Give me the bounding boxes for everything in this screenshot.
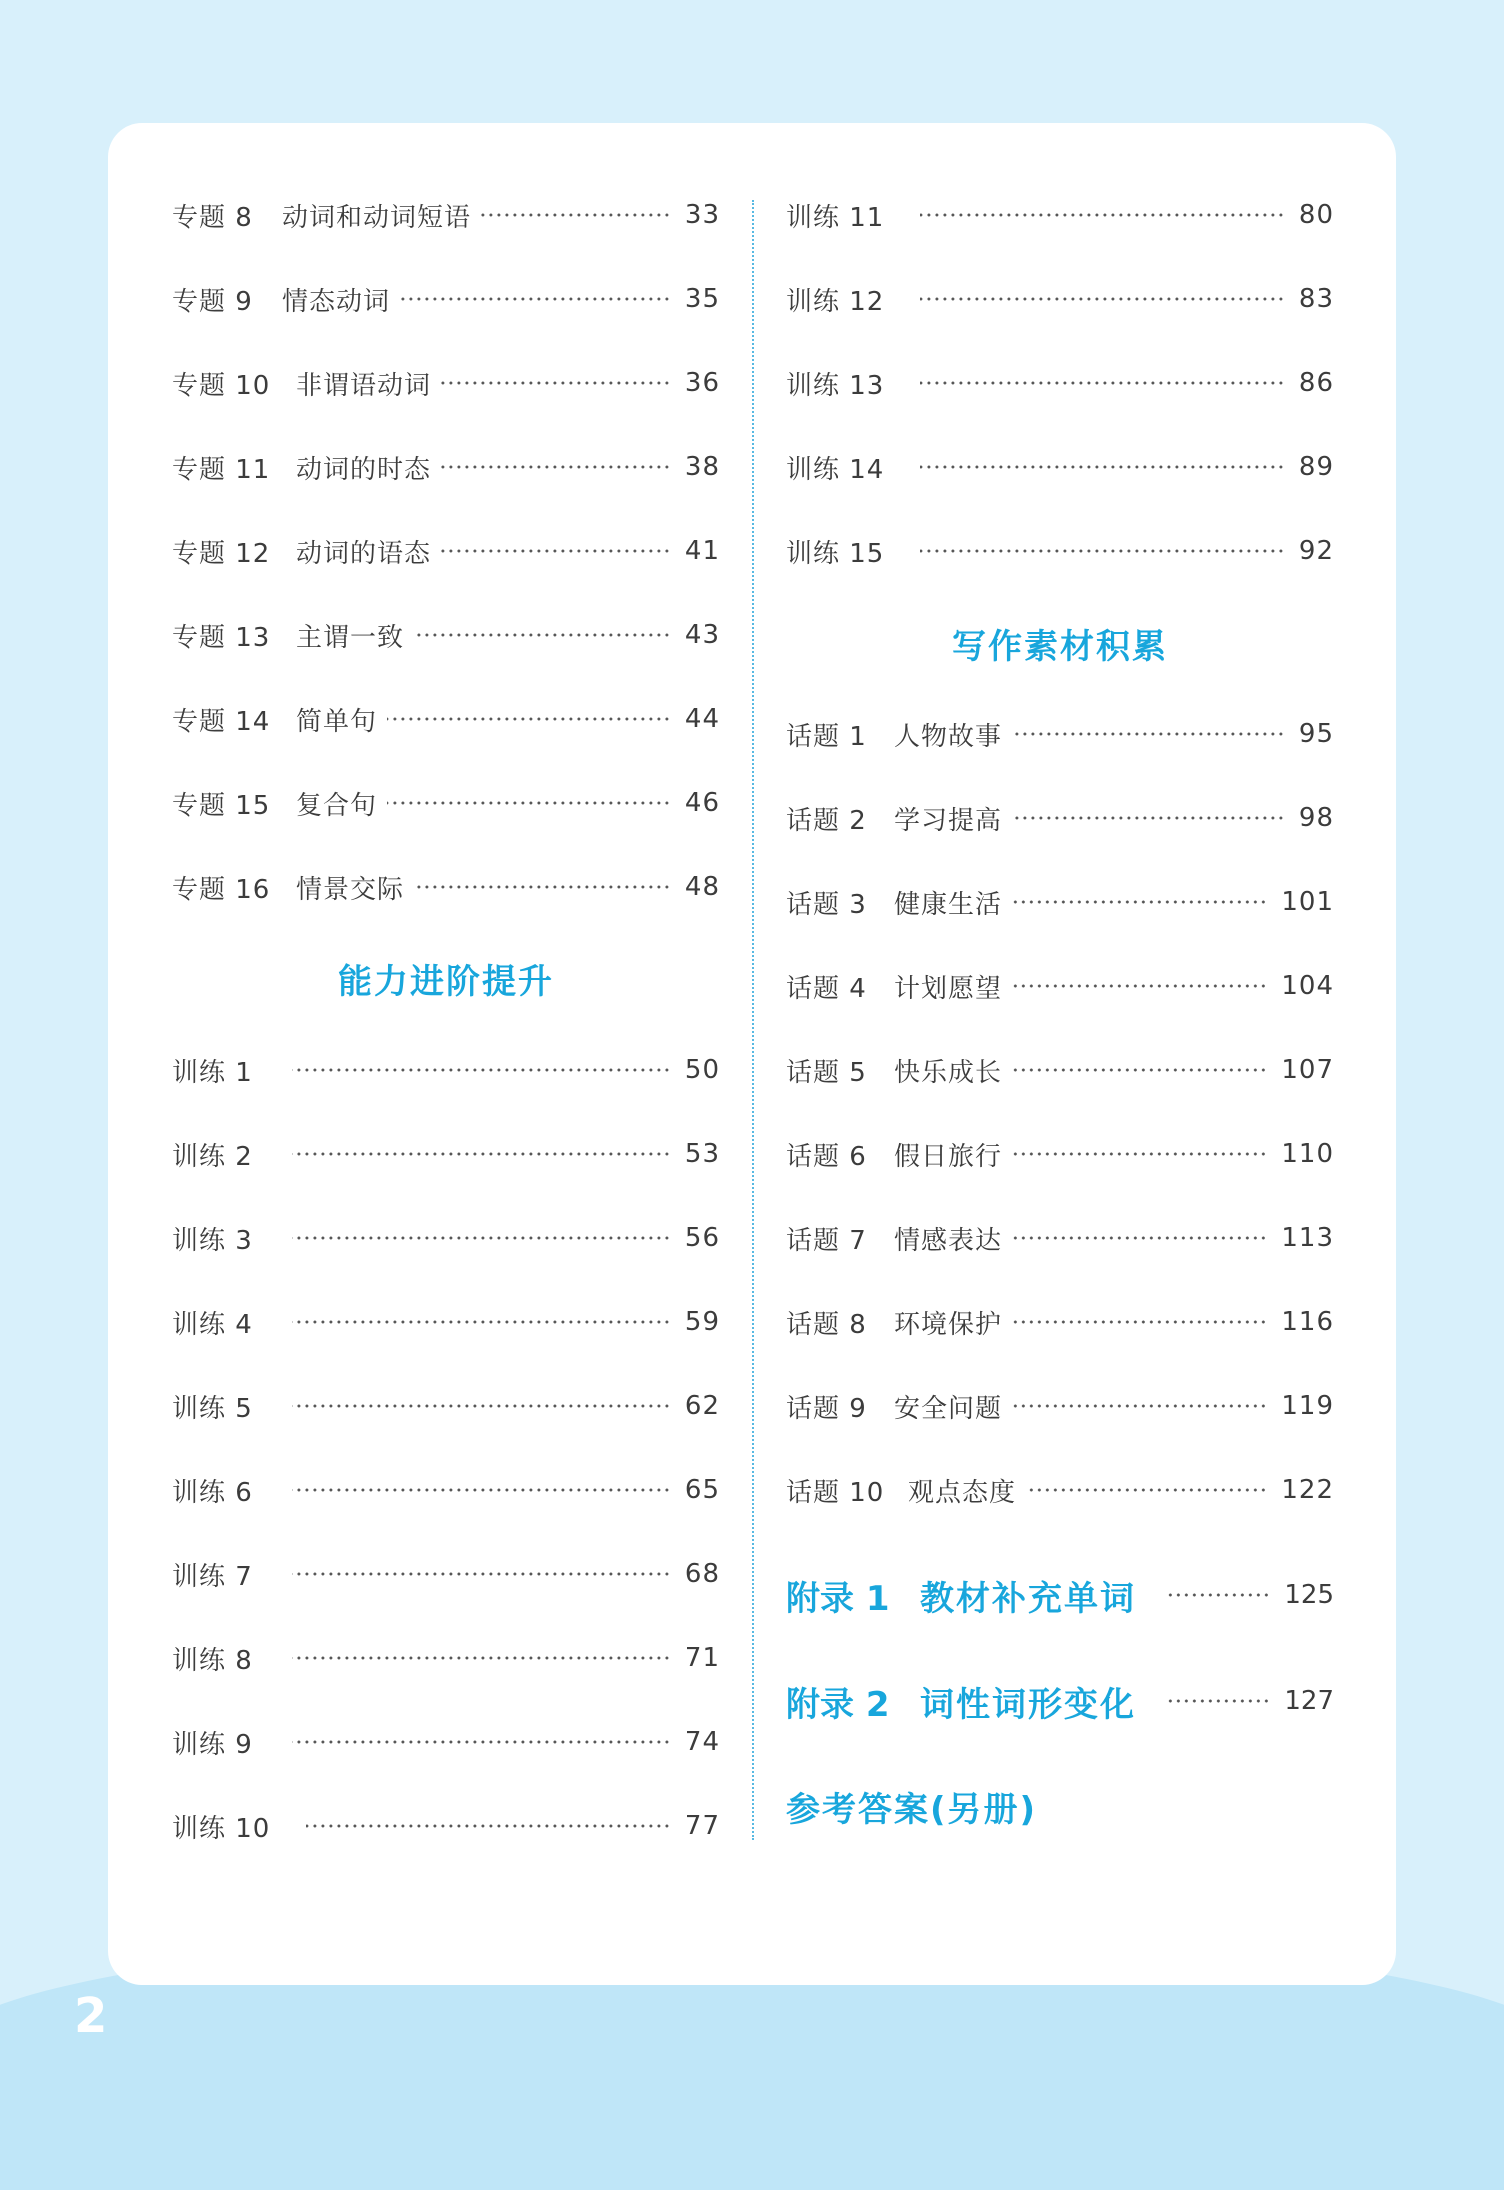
toc-entry[interactable] xyxy=(786,1300,1334,1344)
entry-page: 56 xyxy=(684,1223,720,1253)
leader-dots xyxy=(292,1572,671,1576)
leader-dots xyxy=(414,633,671,637)
entry-page: 116 xyxy=(1281,1307,1334,1337)
entry-page: 48 xyxy=(684,872,720,902)
entry-title: 学习提高 xyxy=(894,805,1003,836)
leader-dots xyxy=(292,1488,671,1492)
entry-title: 观点态度 xyxy=(908,1477,1017,1508)
entry-title: 动词的语态 xyxy=(296,538,432,569)
entry-label: 话题 6 xyxy=(786,1141,867,1172)
entry-label: 训练 9 xyxy=(172,1729,253,1760)
entry-title: 计划愿望 xyxy=(894,973,1003,1004)
entry-page: 36 xyxy=(684,368,720,398)
entry-label: 训练 11 xyxy=(786,202,885,233)
leader-dots xyxy=(292,1236,671,1240)
entry-label: 训练 15 xyxy=(786,538,885,569)
entry-page: 98 xyxy=(1298,803,1334,833)
entry-page: 68 xyxy=(684,1559,720,1589)
entry-page: 71 xyxy=(684,1643,720,1673)
leader-dots xyxy=(1012,984,1267,988)
entry-title: 主谓一致 xyxy=(296,622,405,653)
entry-label: 训练 7 xyxy=(172,1561,253,1592)
entry-label: 专题 14 xyxy=(172,706,271,737)
entry-page: 110 xyxy=(1281,1139,1334,1169)
toc-entry[interactable] xyxy=(172,1300,720,1344)
toc-entry[interactable] xyxy=(172,865,720,909)
entry-label: 专题 8 xyxy=(172,202,253,233)
entry-title: 安全问题 xyxy=(894,1393,1003,1424)
entry-label: 训练 14 xyxy=(786,454,885,485)
leader-dots xyxy=(920,213,1285,217)
toc-entry[interactable] xyxy=(172,529,720,573)
leader-dots xyxy=(292,1068,671,1072)
appendix-title: 教材补充单词 xyxy=(920,1578,1136,1619)
entry-label: 训练 13 xyxy=(786,370,885,401)
leader-dots xyxy=(920,297,1285,301)
entry-page: 44 xyxy=(684,704,720,734)
entry-label: 训练 3 xyxy=(172,1225,253,1256)
section-heading-writing: 写作素材积累 xyxy=(952,627,1168,667)
leader-dots xyxy=(920,549,1285,553)
page-number: 2 xyxy=(74,1988,108,2044)
appendix-entry[interactable] xyxy=(786,1570,1334,1620)
leader-dots xyxy=(441,381,671,385)
leader-dots xyxy=(1012,1404,1267,1408)
toc-entry[interactable] xyxy=(786,796,1334,840)
toc-entry[interactable] xyxy=(172,1552,720,1596)
entry-page: 77 xyxy=(684,1811,720,1841)
entry-page: 43 xyxy=(684,620,720,650)
entry-page: 101 xyxy=(1281,887,1334,917)
entry-page: 80 xyxy=(1298,200,1334,230)
entry-label: 话题 7 xyxy=(786,1225,867,1256)
toc-entry[interactable] xyxy=(786,1132,1334,1176)
leader-dots xyxy=(387,717,671,721)
entry-label: 训练 6 xyxy=(172,1477,253,1508)
entry-page: 59 xyxy=(684,1307,720,1337)
toc-entry[interactable] xyxy=(172,697,720,741)
entry-page: 113 xyxy=(1281,1223,1334,1253)
entry-label: 话题 1 xyxy=(786,721,867,752)
appendix-page: 125 xyxy=(1284,1580,1334,1610)
entry-title: 情景交际 xyxy=(296,874,405,905)
entry-page: 50 xyxy=(684,1055,720,1085)
entry-page: 62 xyxy=(684,1391,720,1421)
leader-dots xyxy=(292,1404,671,1408)
toc-entry[interactable] xyxy=(786,880,1334,924)
appendix-title: 词性词形变化 xyxy=(920,1684,1136,1725)
entry-title: 情感表达 xyxy=(894,1225,1003,1256)
leader-dots xyxy=(441,465,671,469)
entry-label: 训练 1 xyxy=(172,1057,253,1088)
entry-page: 119 xyxy=(1281,1391,1334,1421)
answers-heading[interactable]: 参考答案(另册) xyxy=(786,1790,1038,1830)
entry-page: 104 xyxy=(1281,971,1334,1001)
entry-label: 训练 12 xyxy=(786,286,885,317)
entry-title: 快乐成长 xyxy=(894,1057,1003,1088)
toc-entry[interactable] xyxy=(786,1384,1334,1428)
appendix-entry[interactable] xyxy=(786,1676,1334,1726)
entry-label: 专题 16 xyxy=(172,874,271,905)
entry-page: 107 xyxy=(1281,1055,1334,1085)
entry-page: 35 xyxy=(684,284,720,314)
toc-entry[interactable] xyxy=(172,1216,720,1260)
entry-label: 话题 5 xyxy=(786,1057,867,1088)
leader-dots xyxy=(920,381,1285,385)
leader-dots xyxy=(1012,1236,1267,1240)
leader-dots xyxy=(414,885,671,889)
leader-dots xyxy=(292,1656,671,1660)
leader-dots xyxy=(1166,1699,1270,1703)
toc-entry[interactable] xyxy=(172,1468,720,1512)
entry-page: 38 xyxy=(684,452,720,482)
entry-label: 训练 5 xyxy=(172,1393,253,1424)
entry-page: 33 xyxy=(684,200,720,230)
entry-title: 健康生活 xyxy=(894,889,1003,920)
entry-title: 动词和动词短语 xyxy=(282,202,472,233)
entry-label: 训练 8 xyxy=(172,1645,253,1676)
entry-title: 环境保护 xyxy=(894,1309,1003,1340)
entry-label: 训练 4 xyxy=(172,1309,253,1340)
entry-label: 话题 4 xyxy=(786,973,867,1004)
leader-dots xyxy=(1012,1068,1267,1072)
entry-label: 话题 9 xyxy=(786,1393,867,1424)
leader-dots xyxy=(1026,1488,1267,1492)
entry-label: 专题 15 xyxy=(172,790,271,821)
leader-dots xyxy=(306,1824,671,1828)
leader-dots xyxy=(400,297,671,301)
toc-entry[interactable] xyxy=(786,1216,1334,1260)
toc-entry[interactable] xyxy=(172,193,720,237)
entry-page: 83 xyxy=(1298,284,1334,314)
toc-entry[interactable] xyxy=(172,1048,720,1092)
entry-page: 122 xyxy=(1281,1475,1334,1505)
appendix-label: 附录 1 xyxy=(786,1578,890,1619)
entry-title: 情态动词 xyxy=(282,286,391,317)
entry-page: 41 xyxy=(684,536,720,566)
toc-entry[interactable] xyxy=(172,1636,720,1680)
entry-label: 专题 11 xyxy=(172,454,271,485)
entry-title: 人物故事 xyxy=(894,721,1003,752)
toc-entry[interactable] xyxy=(172,1720,720,1764)
toc-entry[interactable] xyxy=(172,613,720,657)
toc-entry[interactable] xyxy=(786,193,1334,237)
toc-entry[interactable] xyxy=(172,445,720,489)
leader-dots xyxy=(1166,1593,1270,1597)
leader-dots xyxy=(481,213,671,217)
toc-entry[interactable] xyxy=(172,1132,720,1176)
leader-dots xyxy=(1012,1320,1267,1324)
entry-page: 92 xyxy=(1298,536,1334,566)
appendix-label: 附录 2 xyxy=(786,1684,890,1725)
entry-page: 86 xyxy=(1298,368,1334,398)
leader-dots xyxy=(1012,900,1267,904)
entry-label: 话题 8 xyxy=(786,1309,867,1340)
entry-page: 89 xyxy=(1298,452,1334,482)
entry-label: 训练 10 xyxy=(172,1813,271,1844)
entry-title: 动词的时态 xyxy=(296,454,432,485)
toc-entry[interactable] xyxy=(172,1804,720,1848)
column-divider xyxy=(752,200,754,1840)
toc-entry[interactable] xyxy=(786,277,1334,321)
entry-label: 话题 3 xyxy=(786,889,867,920)
entry-title: 简单句 xyxy=(296,706,378,737)
entry-label: 专题 10 xyxy=(172,370,271,401)
toc-entry[interactable] xyxy=(786,361,1334,405)
entry-label: 话题 2 xyxy=(786,805,867,836)
toc-entry[interactable] xyxy=(786,1048,1334,1092)
leader-dots xyxy=(1012,732,1285,736)
entry-label: 训练 2 xyxy=(172,1141,253,1172)
leader-dots xyxy=(1012,1152,1267,1156)
toc-entry[interactable] xyxy=(786,529,1334,573)
toc-entry[interactable] xyxy=(786,445,1334,489)
leader-dots xyxy=(441,549,671,553)
entry-page: 46 xyxy=(684,788,720,818)
toc-entry[interactable] xyxy=(172,361,720,405)
leader-dots xyxy=(1012,816,1285,820)
entry-page: 74 xyxy=(684,1727,720,1757)
toc-entry[interactable] xyxy=(786,1468,1334,1512)
appendix-page: 127 xyxy=(1284,1686,1334,1716)
leader-dots xyxy=(292,1152,671,1156)
leader-dots xyxy=(292,1320,671,1324)
entry-title: 非谓语动词 xyxy=(296,370,432,401)
entry-label: 专题 12 xyxy=(172,538,271,569)
toc-entry[interactable] xyxy=(786,964,1334,1008)
entry-label: 话题 10 xyxy=(786,1477,885,1508)
toc-entry[interactable] xyxy=(172,1384,720,1428)
entry-label: 专题 9 xyxy=(172,286,253,317)
entry-title: 复合句 xyxy=(296,790,378,821)
leader-dots xyxy=(292,1740,671,1744)
entry-page: 53 xyxy=(684,1139,720,1169)
entry-label: 专题 13 xyxy=(172,622,271,653)
toc-entry[interactable] xyxy=(172,781,720,825)
toc-entry[interactable] xyxy=(786,712,1334,756)
entry-page: 65 xyxy=(684,1475,720,1505)
toc-entry[interactable] xyxy=(172,277,720,321)
leader-dots xyxy=(920,465,1285,469)
section-heading-ability: 能力进阶提升 xyxy=(338,962,554,1002)
entry-title: 假日旅行 xyxy=(894,1141,1003,1172)
entry-page: 95 xyxy=(1298,719,1334,749)
leader-dots xyxy=(387,801,671,805)
